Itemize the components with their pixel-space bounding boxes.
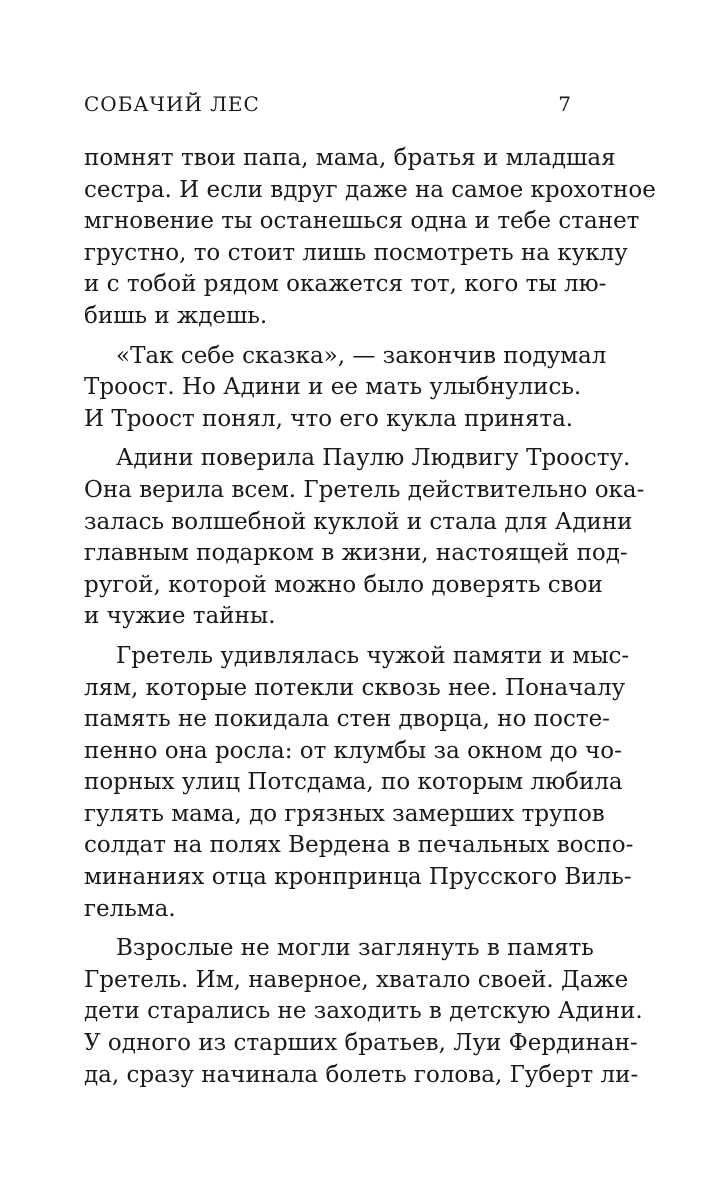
paragraph-gap xyxy=(84,435,572,443)
text-line: да, сразу начинала болеть голова, Губерт ли- xyxy=(84,1061,639,1088)
text-line: лям, которые потекли сквозь нее. Поначалу xyxy=(84,674,626,701)
text-line: и чужие тайны. xyxy=(84,603,276,630)
paragraph-gap xyxy=(84,333,572,341)
body-text xyxy=(84,143,656,1091)
text-line: У одного из старших братьев, Луи Фердинан- xyxy=(84,1030,638,1057)
text-line: главным подарком в жизни, настоящей под- xyxy=(84,540,628,567)
paragraph-gap xyxy=(84,633,572,641)
text-line: Гретель. Им, наверное, хватало своей. Даже xyxy=(84,966,629,993)
text-line: помнят твои папа, мама, братья и младшая xyxy=(84,145,616,171)
text-line: мгновение ты останешься одна и тебе станет xyxy=(84,208,640,235)
text-line: сестра. И если вдруг даже на самое крохотное xyxy=(84,176,656,203)
text-line: гулять мама, до грязных замерших трупов xyxy=(84,800,605,827)
text-line: порных улиц Потсдама, по которым любила xyxy=(84,769,623,796)
text-line: память не покидала стен дворца, но посте- xyxy=(84,706,610,733)
paragraph xyxy=(84,143,656,333)
text-line: грустно, то стоит лишь посмотреть на куклу xyxy=(84,239,628,266)
text-line: солдат на полях Вердена в печальных воспо- xyxy=(84,832,634,859)
paragraph xyxy=(84,341,607,436)
paragraph xyxy=(84,933,643,1091)
text-line: гельма. xyxy=(84,895,176,922)
page-number: 7 xyxy=(558,92,572,116)
text-line: минаниях отца кронпринца Прусского Виль- xyxy=(84,864,632,891)
text-line: И Троост понял, что его кукла принята. xyxy=(84,405,574,432)
text-line: бишь и ждешь. xyxy=(84,302,268,329)
paragraph xyxy=(84,443,645,633)
book-title: СОБАЧИЙ ЛЕС xyxy=(84,92,260,116)
text-line: Взрослые не могли заглянуть в память xyxy=(116,935,594,962)
text-line: Она верила всем. Гретель действительно ока- xyxy=(84,476,645,503)
text-line: ругой, которой можно было доверять свои xyxy=(84,571,603,598)
text-line: Адини поверила Паулю Людвигу Троосту. xyxy=(116,445,631,472)
text-line: пенно она росла: от клумбы за окном до чо- xyxy=(84,737,622,764)
paragraph-gap xyxy=(84,925,572,933)
text-line: Гретель удивлялась чужой памяти и мыс- xyxy=(116,642,630,669)
text-line: дети старались не заходить в детскую Адини. xyxy=(84,998,643,1025)
text-line: и с тобой рядом окажется тот, кого ты лю- xyxy=(84,271,607,298)
text-line: Троост. Но Адини и ее мать улыбнулись. xyxy=(84,374,582,401)
text-line: залась волшебной куклой и стала для Адини xyxy=(84,508,633,535)
text-line: «Так себе сказка», — закончив подумал xyxy=(116,342,607,369)
running-header xyxy=(84,92,572,122)
paragraph xyxy=(84,641,634,925)
